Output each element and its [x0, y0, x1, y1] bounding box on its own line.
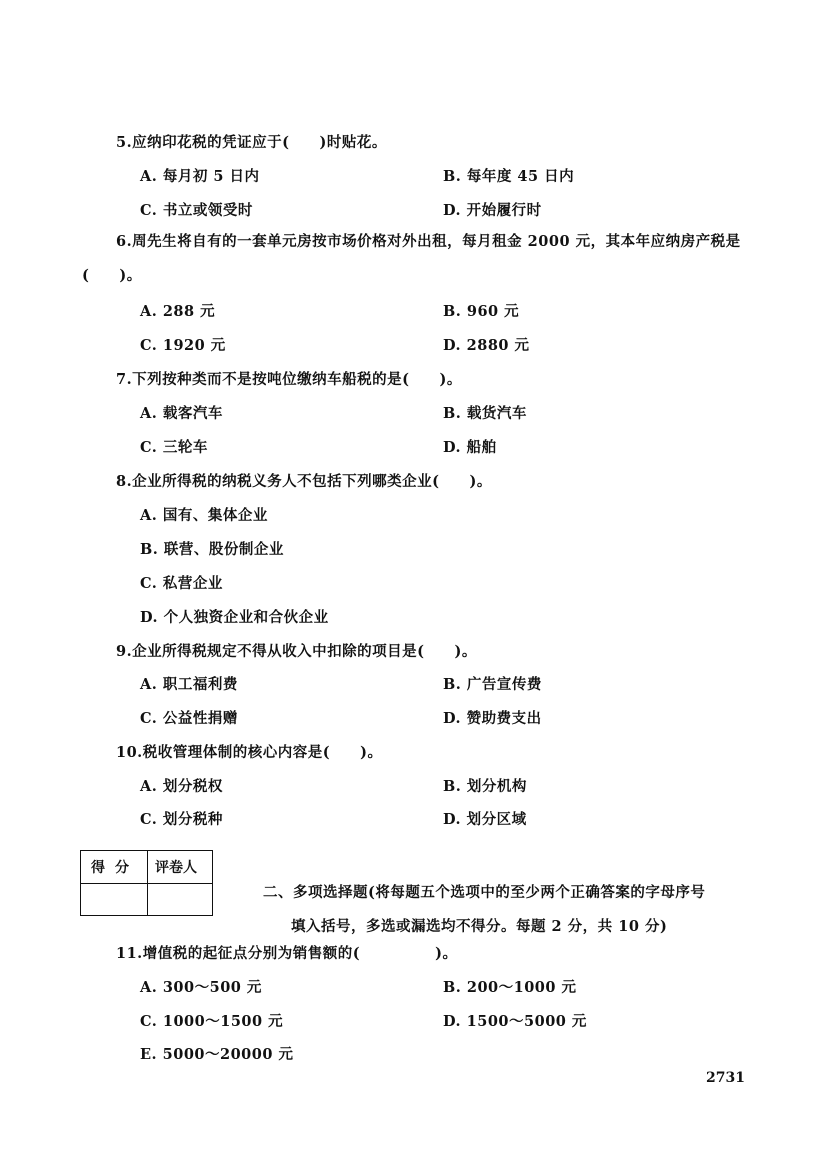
section-2-line-2: 填入括号，多选或漏选均不得分。每题 2 分，共 10 分): [291, 918, 668, 935]
q5-option-b: B. 每年度 45 日内: [443, 168, 575, 185]
page-number: 2731: [706, 1070, 745, 1086]
q11-option-a: A. 300～500 元: [140, 979, 262, 996]
q7-option-d: D. 船舶: [443, 439, 497, 456]
score-box: [80, 850, 213, 916]
score-box-divider: [147, 851, 148, 915]
q6-option-b: B. 960 元: [443, 303, 520, 320]
q9-option-d: D. 赞助费支出: [443, 710, 542, 727]
question-10: 10.税收管理体制的核心内容是( )。: [116, 744, 383, 761]
q5-option-a: A. 每月初 5 日内: [140, 168, 260, 185]
q11-option-e: E. 5000～20000 元: [140, 1046, 294, 1063]
q8-option-d: D. 个人独资企业和合伙企业: [140, 609, 329, 626]
question-9: 9.企业所得税规定不得从收入中扣除的项目是( )。: [116, 643, 477, 660]
q10-option-d: D. 划分区域: [443, 811, 527, 828]
q10-option-c: C. 划分税种: [140, 811, 223, 828]
q7-option-c: C. 三轮车: [140, 439, 208, 456]
section-2-line-1: 二、多项选择题(将每题五个选项中的至少两个正确答案的字母序号: [263, 884, 706, 901]
q9-option-c: C. 公益性捐赠: [140, 710, 238, 727]
q8-option-c: C. 私营企业: [140, 575, 223, 592]
q6-option-c: C. 1920 元: [140, 337, 226, 354]
question-6: 6.周先生将自有的一套单元房按市场价格对外出租，每月租金 2000 元，其本年应纳房产税是( )。: [82, 233, 741, 284]
q6-option-a: A. 288 元: [140, 303, 216, 320]
q7-option-b: B. 载货汽车: [443, 405, 527, 422]
q10-option-b: B. 划分机构: [443, 778, 527, 795]
question-8: 8.企业所得税的纳税义务人不包括下列哪类企业( )。: [116, 473, 492, 490]
q11-option-b: B. 200～1000 元: [443, 979, 577, 996]
q6-option-d: D. 2880 元: [443, 337, 530, 354]
q9-option-a: A. 职工福利费: [140, 676, 238, 693]
question-11: 11.增值税的起征点分别为销售额的( )。: [116, 945, 458, 962]
q11-option-d: D. 1500～5000 元: [443, 1013, 587, 1030]
q5-option-c: C. 书立或领受时: [140, 202, 253, 219]
q9-option-b: B. 广告宣传费: [443, 676, 542, 693]
q5-option-d: D. 开始履行时: [443, 202, 542, 219]
grader-label: 评卷人: [155, 860, 197, 876]
q8-option-a: A. 国有、集体企业: [140, 507, 268, 524]
q11-option-c: C. 1000～1500 元: [140, 1013, 284, 1030]
q8-option-b: B. 联营、股份制企业: [140, 541, 284, 558]
section-2-heading: [263, 876, 763, 944]
question-5: 5.应纳印花税的凭证应于( )时贴花。: [116, 134, 387, 151]
q10-option-a: A. 划分税权: [140, 778, 223, 795]
score-label: 得分: [91, 860, 139, 876]
question-7: 7.下列按种类而不是按吨位缴纳车船税的是( )。: [116, 371, 462, 388]
q7-option-a: A. 载客汽车: [140, 405, 223, 422]
